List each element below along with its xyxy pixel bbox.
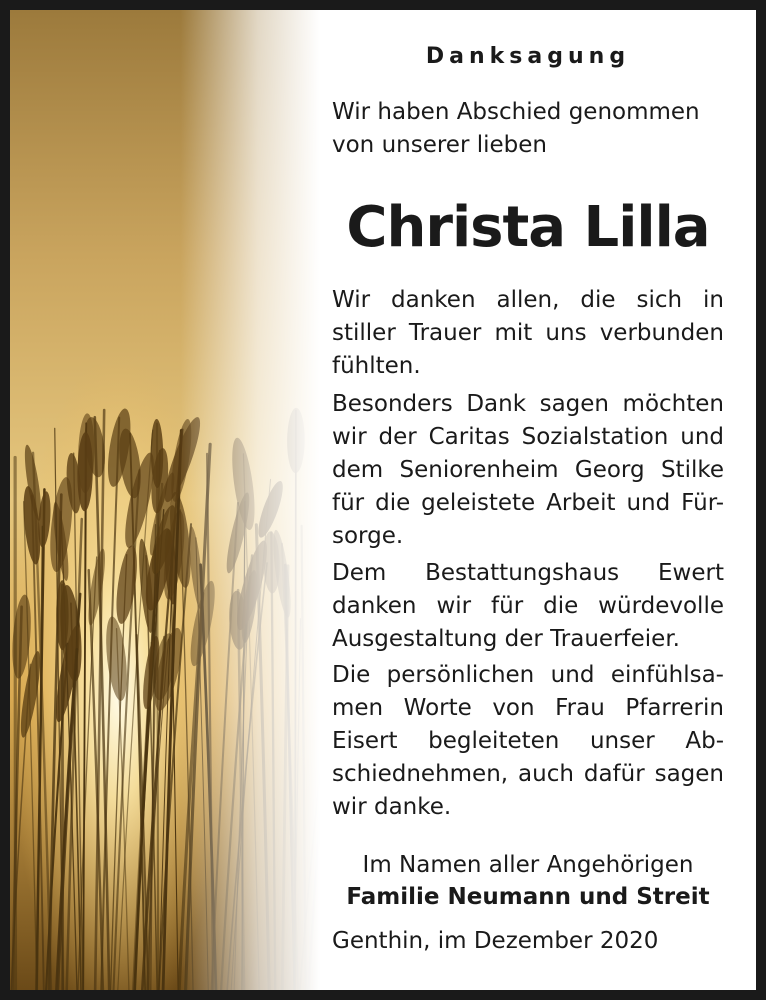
paragraph-line: schiednehmen, auch dafür sagen (332, 761, 724, 787)
funeral-home-paragraph (332, 557, 724, 656)
intro-line: Wir haben Abschied genommen (332, 99, 700, 125)
place-date: Genthin, im Dezember 2020 (332, 928, 659, 954)
paragraph-line: Wir danken allen, die sich in (332, 287, 724, 313)
paragraph-line: fühlten. (332, 353, 421, 379)
paragraph-line: für die geleistete Arbeit und Für- (332, 490, 724, 516)
caritas-paragraph (332, 388, 724, 553)
paragraph-line: men Worte von Frau Pfarrerin (332, 695, 724, 721)
intro-text (332, 96, 724, 162)
paragraph-line: sorge. (332, 523, 404, 549)
obituary-notice (10, 10, 756, 990)
notice-heading: Danksagung (425, 44, 631, 69)
paragraph-line: danken wir für die würdevolle (332, 593, 724, 619)
family-names: Familie Neumann und Streit (346, 884, 710, 910)
paragraph-line: Eisert begleiteten unser Ab- (332, 728, 724, 754)
reeds-sunset-photo (10, 10, 320, 990)
paragraph-line: Besonders Dank sagen möchten (332, 391, 724, 417)
paragraph-line: wir der Caritas Sozialstation und (332, 424, 724, 450)
paragraph-line: stiller Trauer mit uns verbunden (332, 320, 724, 346)
paragraph-line: Dem Bestattungshaus Ewert (332, 560, 724, 586)
intro-line: von unserer lieben (332, 132, 547, 158)
deceased-name: Christa Lilla (346, 195, 710, 260)
closing-line: Im Namen aller Angehörigen (362, 852, 694, 878)
paragraph-line: Ausgestaltung der Trauerfeier. (332, 626, 680, 652)
paragraph-line: Die persönlichen und einfühlsa- (332, 662, 724, 688)
pastor-paragraph (332, 659, 724, 824)
paragraph-line: wir danke. (332, 794, 452, 820)
paragraph-line: dem Seniorenheim Georg Stilke (332, 457, 724, 483)
thanks-paragraph (332, 284, 724, 383)
